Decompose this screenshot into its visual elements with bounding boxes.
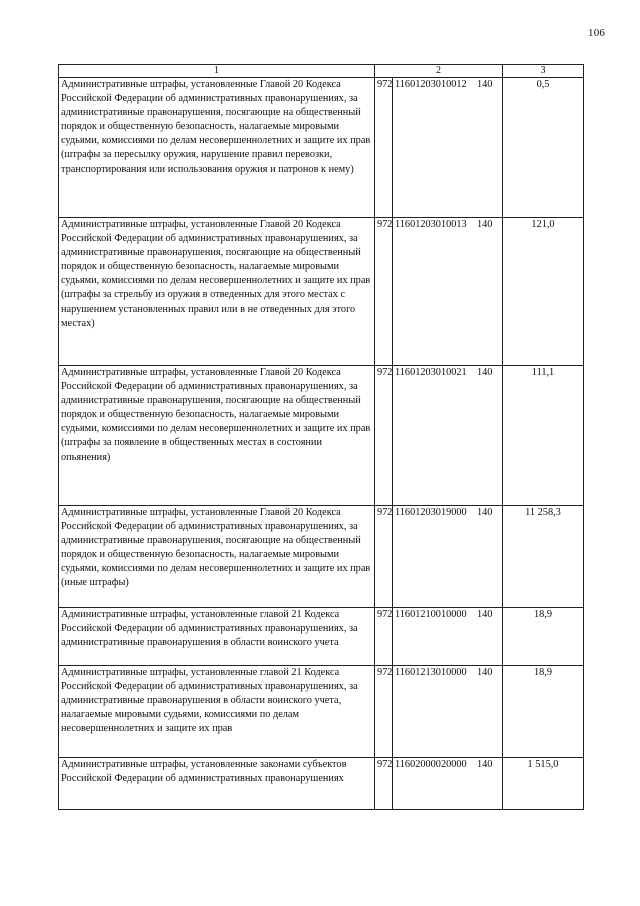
row-kbk-code: 11601203010013 bbox=[395, 219, 467, 230]
row-subtype-code: 140 bbox=[477, 219, 493, 230]
row-amount: 121,0 bbox=[503, 218, 584, 366]
row-admin-code: 972 bbox=[375, 366, 393, 506]
row-code-cell bbox=[393, 608, 503, 666]
row-amount: 111,1 bbox=[503, 366, 584, 506]
row-subtype-code: 140 bbox=[477, 507, 493, 518]
row-kbk-code: 11601203010012 bbox=[395, 79, 467, 90]
row-description: Административные штрафы, установленные Главой 20 Кодекса Российской Федерации об административных правонарушениях, за административные правонарушения, посягающие на общественный порядок и общественную безопасность, налагаемые мировыми судьями, комиссиями по делам несовершеннолетних и защите их прав (штрафы за появление в общественных местах в состоянии опьянения) bbox=[59, 366, 375, 506]
row-amount: 1 515,0 bbox=[503, 758, 584, 810]
row-kbk-code: 11602000020000 bbox=[395, 759, 467, 770]
table-row bbox=[59, 218, 584, 366]
row-amount: 0,5 bbox=[503, 78, 584, 218]
row-admin-code: 972 bbox=[375, 666, 393, 758]
row-subtype-code: 140 bbox=[477, 759, 493, 770]
row-subtype-code: 140 bbox=[477, 667, 493, 678]
budget-revenue-table bbox=[58, 64, 584, 810]
table-row bbox=[59, 78, 584, 218]
row-description: Административные штрафы, установленные главой 21 Кодекса Российской Федерации об административных правонарушениях, за административные правонарушения в области воинского учета, налагаемые мировыми судьями, комиссиями по делам несовершеннолетних и защите их прав bbox=[59, 666, 375, 758]
table-header-row bbox=[59, 65, 584, 78]
row-code-cell bbox=[393, 218, 503, 366]
row-subtype-code: 140 bbox=[477, 367, 493, 378]
row-description: Административные штрафы, установленные Главой 20 Кодекса Российской Федерации об административных правонарушениях, за административные правонарушения, посягающие на общественный порядок и общественную безопасность, налагаемые мировыми судьями, комиссиями по делам несовершеннолетних и защите их прав (штрафы за пересылку оружия, нарушение правил перевозки, транспортирования или использования оружия и патронов к нему) bbox=[59, 78, 375, 218]
row-code-cell bbox=[393, 366, 503, 506]
row-description: Административные штрафы, установленные главой 21 Кодекса Российской Федерации об административных правонарушениях, за административные правонарушения в области воинского учета bbox=[59, 608, 375, 666]
row-subtype-code: 140 bbox=[477, 609, 493, 620]
row-kbk-code: 11601203010021 bbox=[395, 367, 467, 378]
row-description: Административные штрафы, установленные законами субъектов Российской Федерации об административных правонарушениях bbox=[59, 758, 375, 810]
row-admin-code: 972 bbox=[375, 506, 393, 608]
column-header-2: 2 bbox=[375, 65, 503, 78]
row-kbk-code: 11601213010000 bbox=[395, 667, 467, 678]
row-admin-code: 972 bbox=[375, 218, 393, 366]
row-admin-code: 972 bbox=[375, 608, 393, 666]
row-description: Административные штрафы, установленные Главой 20 Кодекса Российской Федерации об административных правонарушениях, за административные правонарушения, посягающие на общественный порядок и общественную безопасность, налагаемые мировыми судьями, комиссиями по делам несовершеннолетних и защите их прав (иные штрафы) bbox=[59, 506, 375, 608]
row-code-cell bbox=[393, 666, 503, 758]
row-admin-code: 972 bbox=[375, 78, 393, 218]
row-amount: 18,9 bbox=[503, 666, 584, 758]
table-row bbox=[59, 608, 584, 666]
table-row bbox=[59, 366, 584, 506]
row-kbk-code: 11601203019000 bbox=[395, 507, 467, 518]
row-code-cell bbox=[393, 758, 503, 810]
row-amount: 11 258,3 bbox=[503, 506, 584, 608]
row-subtype-code: 140 bbox=[477, 79, 493, 90]
column-header-3: 3 bbox=[503, 65, 584, 78]
row-description: Административные штрафы, установленные Главой 20 Кодекса Российской Федерации об административных правонарушениях, за административные правонарушения, посягающие на общественный порядок и общественную безопасность, налагаемые мировыми судьями, комиссиями по делам несовершеннолетних и защите их прав (штрафы за стрельбу из оружия в отведенных для этого местах с нарушением установленных правил или в не отведенных для этого местах) bbox=[59, 218, 375, 366]
table-row bbox=[59, 666, 584, 758]
row-kbk-code: 11601210010000 bbox=[395, 609, 467, 620]
column-header-1: 1 bbox=[59, 65, 375, 78]
row-code-cell bbox=[393, 506, 503, 608]
page-number: 106 bbox=[588, 27, 606, 39]
table-row bbox=[59, 758, 584, 810]
table-row bbox=[59, 506, 584, 608]
row-amount: 18,9 bbox=[503, 608, 584, 666]
row-code-cell bbox=[393, 78, 503, 218]
row-admin-code: 972 bbox=[375, 758, 393, 810]
